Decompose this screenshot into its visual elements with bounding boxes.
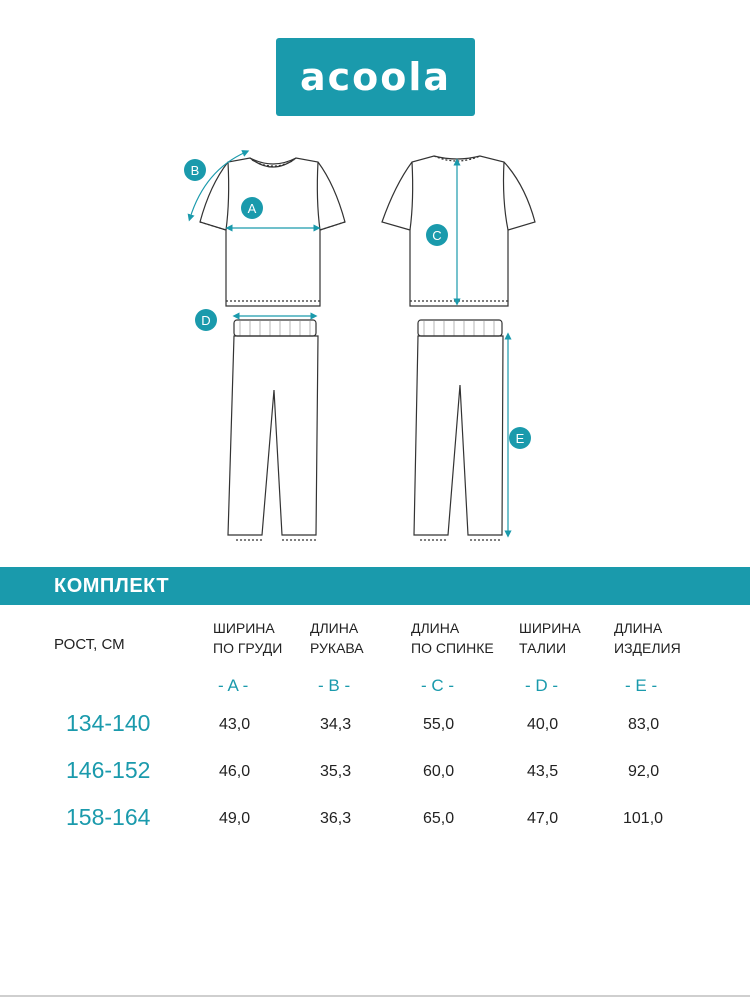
bottom-divider	[0, 995, 750, 997]
row-size-158-164: 158-164	[66, 804, 151, 830]
svg-text:D: D	[201, 313, 211, 328]
col-header-back-length: ДЛИНА ПО СПИНКЕ	[411, 620, 494, 656]
table-cell: 60,0	[423, 763, 455, 780]
brand-logo	[276, 38, 475, 116]
logo-text: acoola	[299, 55, 452, 99]
label-d	[195, 309, 217, 331]
measurement-lines	[190, 152, 508, 534]
pants-front	[228, 320, 318, 540]
row-size-134-140: 134-140	[66, 710, 151, 736]
table-cell: 47,0	[527, 810, 559, 827]
col-code-c: - C -	[421, 676, 455, 695]
col-code-a: - A -	[218, 676, 249, 695]
row-size-146-152: 146-152	[66, 757, 151, 783]
col-code-b: - B -	[318, 676, 351, 695]
section-title: КОМПЛЕКТ	[54, 575, 170, 597]
col-code-e: - E -	[625, 676, 658, 695]
table-cell: 101,0	[623, 810, 664, 827]
table-cell: 55,0	[423, 716, 455, 733]
section-banner	[0, 567, 750, 605]
table-cell: 92,0	[628, 763, 660, 780]
svg-text:E: E	[515, 431, 525, 446]
label-a	[241, 197, 263, 219]
tshirt-back	[382, 156, 535, 306]
row-header-height: РОСТ, СМ	[54, 636, 125, 653]
table-cell: 40,0	[527, 716, 559, 733]
col-header-waist-width: ШИРИНА ТАЛИИ	[519, 620, 581, 656]
table-cell: 35,3	[320, 763, 352, 780]
table-cell: 65,0	[423, 810, 455, 827]
tshirt-front	[200, 158, 345, 306]
label-e	[509, 427, 531, 449]
table-cell: 49,0	[219, 810, 251, 827]
pants-back	[414, 320, 503, 540]
col-header-chest-width: ШИРИНА ПО ГРУДИ	[213, 620, 283, 656]
svg-text:C: C	[432, 228, 442, 243]
svg-text:A: A	[247, 201, 257, 216]
col-code-d: - D -	[525, 676, 559, 695]
col-header-sleeve-length: ДЛИНА РУКАВА	[310, 620, 364, 656]
col-header-product-length: ДЛИНА ИЗДЕЛИЯ	[614, 620, 681, 656]
table-cell: 83,0	[628, 716, 660, 733]
svg-text:B: B	[190, 163, 200, 178]
label-c	[426, 224, 448, 246]
table-cell: 43,0	[219, 716, 251, 733]
label-b	[184, 159, 206, 181]
logo-wordmark	[276, 38, 475, 116]
table-cell: 36,3	[320, 810, 352, 827]
garment-drawing	[0, 130, 750, 550]
table-cell: 43,5	[527, 763, 559, 780]
table-cell: 46,0	[219, 763, 251, 780]
table-cell: 34,3	[320, 716, 352, 733]
